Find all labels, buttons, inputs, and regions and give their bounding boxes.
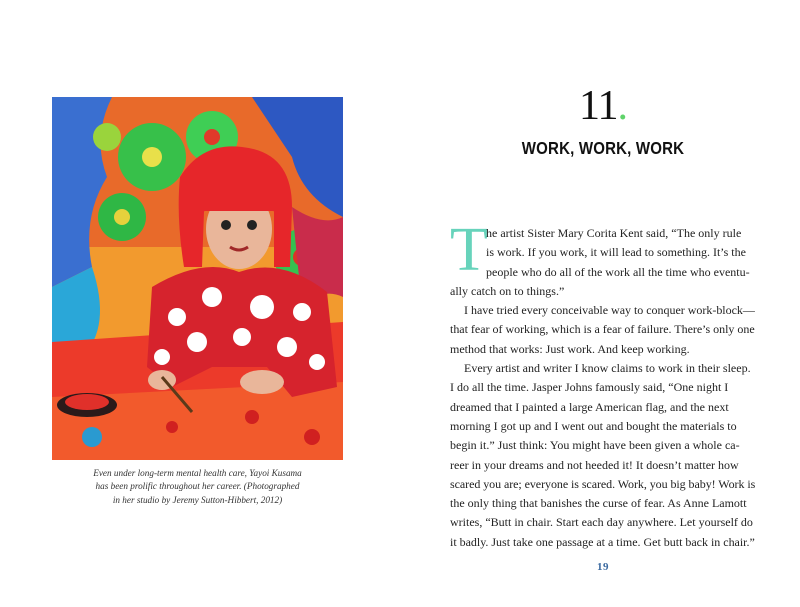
body-line: dreamed that I painted a large American flag, and the next	[450, 399, 729, 414]
caption-line: in her studio by Jeremy Sutton-Hibbert, 2012)	[112, 494, 283, 505]
drop-cap: T	[450, 216, 488, 284]
caption-line: has been prolific throughout her career. (Photographed	[95, 481, 300, 492]
chapter-title: WORK, WORK, WORK	[521, 138, 685, 158]
photo-caption	[60, 467, 335, 507]
body-line: writes, “Butt in chair. Start each day anywhere. Let yourself do	[450, 515, 753, 530]
kusama-studio-image	[52, 97, 343, 460]
body-line: I have tried every conceivable way to conquer work-block—	[464, 303, 755, 318]
chapter-number	[457, 80, 749, 132]
body-line: the only thing that banishes the curse of fear. As Anne Lamott	[450, 496, 747, 511]
caption-line: Even under long-term mental health care, Yayoi Kusama	[93, 468, 302, 478]
body-line: reer in your dreams and not heeded it! It doesn’t matter how	[450, 457, 739, 472]
body-line: I do all the time. Jasper Johns famously said, “One night I	[450, 380, 729, 395]
body-line: it badly. Just take one passage at a time. Get butt back in chair.”	[450, 534, 755, 549]
body-line: scared you are; everyone is scared. Work, you big baby! Work is	[450, 476, 756, 491]
chapter-number-digits: 11	[579, 83, 618, 129]
body-line: is work. If you work, it will lead to something. It’s the	[486, 245, 746, 260]
body-line: morning I got up and I went out and bought the materials to	[450, 418, 737, 433]
artist-photo	[52, 97, 343, 460]
body-line: he artist Sister Mary Corita Kent said, “The only rule	[486, 226, 742, 240]
page-number: 19	[597, 561, 609, 573]
body-line: method that works: Just work. And keep working.	[450, 341, 690, 356]
body-line: that fear of working, which is a fear of failure. There’s only one	[450, 322, 755, 337]
chapter-number-dot: .	[617, 83, 627, 129]
body-line: ally catch on to things.”	[450, 283, 565, 298]
body-line: people who do all of the work all the time who eventu-	[486, 264, 750, 279]
body-line: Every artist and writer I know claims to work in their sleep.	[464, 361, 751, 376]
chapter-body	[450, 216, 756, 552]
body-line: begin it.” Just think: You might have been given a whole ca-	[450, 438, 740, 453]
